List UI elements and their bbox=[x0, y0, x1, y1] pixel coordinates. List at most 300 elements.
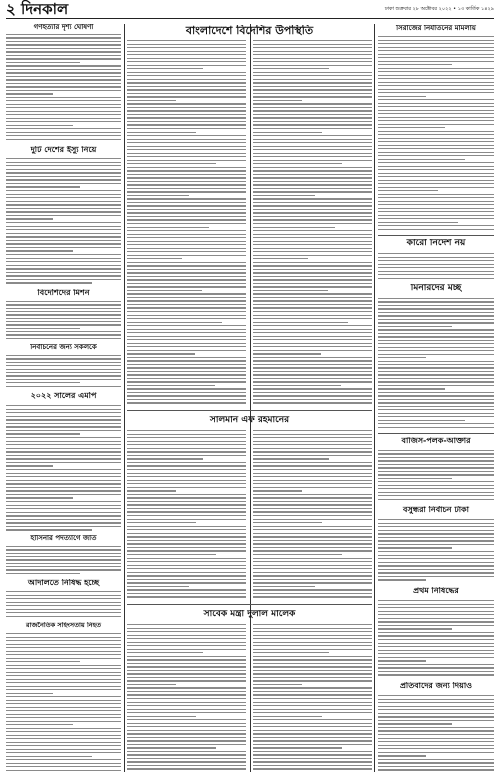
text-line bbox=[253, 487, 372, 488]
text-line bbox=[378, 628, 452, 629]
text-line bbox=[127, 329, 246, 330]
text-line bbox=[378, 92, 494, 93]
text-line bbox=[378, 364, 494, 365]
text-line bbox=[253, 441, 372, 442]
text-line bbox=[253, 515, 372, 516]
text-line bbox=[6, 742, 121, 743]
text-line bbox=[6, 700, 121, 701]
text-line bbox=[253, 761, 372, 762]
text-line bbox=[378, 745, 494, 746]
text-line bbox=[253, 205, 372, 206]
text-line bbox=[127, 758, 246, 759]
text-line bbox=[127, 558, 246, 559]
text-line bbox=[378, 336, 494, 337]
text-line bbox=[6, 595, 121, 596]
text-line bbox=[378, 551, 494, 552]
text-line bbox=[378, 547, 452, 548]
text-line bbox=[127, 649, 246, 650]
text-line bbox=[378, 565, 494, 566]
text-line bbox=[378, 264, 494, 265]
text-line bbox=[253, 307, 372, 308]
text-line bbox=[378, 716, 494, 717]
text-line bbox=[378, 312, 494, 313]
text-line bbox=[253, 642, 372, 643]
text-line bbox=[127, 483, 246, 484]
text-line bbox=[127, 142, 246, 143]
text-line bbox=[378, 604, 494, 605]
text-line bbox=[127, 311, 246, 312]
text-line bbox=[253, 494, 372, 495]
text-line bbox=[253, 51, 372, 52]
text-line bbox=[127, 586, 189, 587]
text-line bbox=[378, 141, 494, 142]
text-line bbox=[253, 371, 372, 372]
text-line bbox=[127, 146, 246, 147]
text-line bbox=[253, 100, 302, 101]
text-line bbox=[253, 269, 372, 270]
text-line bbox=[127, 670, 246, 671]
text-line bbox=[127, 747, 216, 748]
text-line bbox=[378, 738, 494, 739]
text-line bbox=[127, 395, 246, 396]
text-line bbox=[253, 283, 372, 284]
text-line bbox=[127, 638, 246, 639]
text-line bbox=[253, 652, 329, 653]
text-line bbox=[253, 117, 372, 118]
text-line bbox=[378, 450, 494, 451]
text-line bbox=[127, 652, 203, 653]
text-line bbox=[378, 611, 494, 612]
text-line bbox=[253, 547, 372, 548]
text-line bbox=[127, 286, 246, 287]
text-line bbox=[127, 181, 246, 182]
text-line bbox=[253, 579, 372, 580]
text-line bbox=[253, 687, 372, 688]
text-line bbox=[378, 166, 494, 167]
text-line bbox=[253, 572, 372, 573]
text-line bbox=[253, 508, 372, 509]
text-line bbox=[127, 465, 246, 466]
text-line bbox=[378, 653, 494, 654]
text-line bbox=[6, 451, 121, 452]
text-line bbox=[378, 635, 494, 636]
text-line bbox=[127, 191, 246, 192]
text-line bbox=[253, 315, 372, 316]
text-line bbox=[253, 586, 315, 587]
text-line bbox=[253, 684, 302, 685]
text-line bbox=[6, 437, 121, 438]
text-line bbox=[378, 194, 494, 195]
text-line bbox=[253, 448, 372, 449]
text-line bbox=[378, 723, 452, 724]
text-line bbox=[127, 163, 216, 164]
text-line bbox=[253, 536, 372, 537]
text-line bbox=[6, 222, 121, 223]
text-line bbox=[6, 724, 73, 725]
text-line bbox=[127, 262, 246, 263]
page-number: ২ দিনকাল bbox=[6, 0, 69, 18]
text-line bbox=[378, 499, 494, 500]
text-line bbox=[378, 759, 494, 760]
text-line bbox=[6, 689, 121, 690]
text-line bbox=[127, 712, 246, 713]
text-line bbox=[253, 234, 372, 235]
text-line bbox=[253, 733, 372, 734]
text-line bbox=[378, 329, 494, 330]
text-line bbox=[378, 650, 494, 651]
text-line bbox=[6, 162, 121, 163]
text-line bbox=[6, 179, 121, 180]
text-line bbox=[127, 536, 246, 537]
masthead bbox=[6, 0, 494, 19]
text-line bbox=[378, 75, 494, 76]
text-line bbox=[253, 462, 372, 463]
text-line bbox=[127, 589, 246, 590]
text-line bbox=[378, 674, 494, 675]
text-line bbox=[127, 248, 246, 249]
text-line bbox=[127, 462, 246, 463]
text-line bbox=[378, 720, 494, 721]
text-line bbox=[6, 236, 121, 237]
text-line bbox=[127, 547, 246, 548]
text-line bbox=[378, 127, 445, 128]
text-line bbox=[127, 582, 246, 583]
text-line bbox=[378, 381, 494, 382]
text-line bbox=[127, 522, 196, 523]
text-line bbox=[378, 68, 494, 69]
text-line bbox=[378, 471, 494, 472]
text-line bbox=[378, 347, 494, 348]
text-line bbox=[6, 497, 73, 498]
text-line bbox=[127, 399, 246, 400]
text-line bbox=[127, 673, 246, 674]
text-line bbox=[127, 511, 246, 512]
text-line bbox=[127, 223, 246, 224]
text-line bbox=[127, 768, 246, 769]
text-line bbox=[127, 716, 196, 717]
text-line bbox=[6, 97, 121, 98]
text-line bbox=[253, 202, 372, 203]
text-line bbox=[6, 405, 121, 406]
text-line bbox=[127, 61, 246, 62]
text-line bbox=[378, 660, 426, 661]
headline-h6: হাসিনার পদত্যাগে জাত bbox=[30, 535, 97, 542]
text-line bbox=[127, 93, 246, 94]
text-line bbox=[6, 566, 121, 567]
text-line bbox=[253, 593, 372, 594]
text-line bbox=[6, 745, 121, 746]
text-line bbox=[378, 378, 494, 379]
text-line bbox=[253, 561, 372, 562]
text-line bbox=[127, 659, 246, 660]
text-line bbox=[127, 195, 189, 196]
headline-h3: বিদেশিদের মিশন bbox=[37, 289, 90, 297]
text-line bbox=[6, 637, 121, 638]
text-line bbox=[127, 437, 246, 438]
text-line bbox=[6, 158, 121, 159]
text-line bbox=[378, 350, 494, 351]
text-line bbox=[127, 103, 246, 104]
text-line bbox=[253, 195, 315, 196]
text-line bbox=[127, 565, 246, 566]
text-line bbox=[378, 734, 494, 735]
text-line bbox=[6, 563, 121, 564]
text-line bbox=[127, 744, 246, 745]
text-line bbox=[253, 181, 372, 182]
text-line bbox=[253, 747, 342, 748]
text-line bbox=[6, 48, 121, 49]
text-line bbox=[378, 204, 494, 205]
section-divider bbox=[378, 433, 494, 434]
text-line bbox=[127, 490, 176, 491]
text-line bbox=[253, 142, 372, 143]
text-line bbox=[6, 90, 121, 91]
text-line bbox=[127, 44, 246, 45]
text-line bbox=[127, 209, 246, 210]
text-line bbox=[127, 96, 246, 97]
text-line bbox=[6, 591, 121, 592]
text-line bbox=[253, 434, 372, 435]
lead-story bbox=[127, 22, 372, 774]
text-line bbox=[378, 427, 494, 428]
text-line bbox=[6, 409, 121, 410]
text-line bbox=[253, 65, 372, 66]
text-line bbox=[6, 770, 121, 771]
text-line bbox=[6, 258, 121, 259]
text-line bbox=[6, 522, 121, 523]
text-line bbox=[378, 406, 494, 407]
text-line bbox=[127, 198, 246, 199]
text-line bbox=[6, 508, 121, 509]
text-line bbox=[127, 628, 246, 629]
headline-h9: সালমান এফ রহমানের bbox=[209, 416, 290, 425]
text-line bbox=[127, 434, 246, 435]
text-line bbox=[6, 512, 121, 513]
text-line bbox=[127, 124, 246, 125]
text-line bbox=[253, 444, 372, 445]
text-line bbox=[6, 211, 121, 212]
text-line bbox=[253, 670, 372, 671]
text-line bbox=[378, 229, 494, 230]
text-line bbox=[253, 480, 372, 481]
text-line bbox=[253, 691, 372, 692]
text-line bbox=[6, 458, 121, 459]
text-line bbox=[6, 728, 121, 729]
text-line bbox=[253, 458, 329, 459]
text-line bbox=[378, 110, 494, 111]
text-line bbox=[127, 751, 246, 752]
text-line bbox=[253, 191, 372, 192]
text-line bbox=[127, 272, 246, 273]
text-line bbox=[253, 730, 372, 731]
text-line bbox=[127, 430, 246, 431]
text-line bbox=[378, 420, 465, 421]
text-line bbox=[253, 121, 372, 122]
text-line bbox=[6, 58, 121, 59]
text-line bbox=[127, 656, 246, 657]
text-line bbox=[127, 202, 246, 203]
text-line bbox=[127, 244, 246, 245]
text-line bbox=[378, 409, 494, 410]
text-line bbox=[6, 254, 121, 255]
text-line bbox=[6, 86, 121, 87]
text-line bbox=[127, 156, 246, 157]
text-line bbox=[127, 54, 246, 55]
text-line bbox=[127, 237, 246, 238]
text-line bbox=[253, 153, 372, 154]
text-line bbox=[378, 741, 494, 742]
text-line bbox=[253, 297, 372, 298]
text-line bbox=[378, 190, 438, 191]
text-line bbox=[127, 378, 246, 379]
text-line bbox=[127, 550, 246, 551]
text-line bbox=[127, 526, 246, 527]
text-line bbox=[253, 758, 372, 759]
text-line bbox=[253, 276, 372, 277]
text-line bbox=[127, 374, 246, 375]
text-line bbox=[378, 748, 494, 749]
text-line bbox=[127, 304, 246, 305]
text-line bbox=[127, 234, 246, 235]
text-line bbox=[127, 315, 246, 316]
text-line bbox=[6, 462, 121, 463]
text-line bbox=[253, 490, 302, 491]
text-line bbox=[6, 598, 121, 599]
text-line bbox=[127, 107, 246, 108]
text-line bbox=[378, 305, 494, 306]
text-line bbox=[6, 605, 121, 606]
text-line bbox=[378, 713, 494, 714]
text-line bbox=[6, 647, 121, 648]
text-line bbox=[6, 268, 121, 269]
text-line bbox=[127, 336, 246, 337]
text-line bbox=[253, 522, 322, 523]
headline-h8: রাজনৈতিক সহিংসতায় নিহত bbox=[26, 622, 101, 629]
text-line bbox=[378, 572, 494, 573]
text-line bbox=[253, 251, 372, 252]
text-line bbox=[253, 54, 372, 55]
text-line bbox=[127, 75, 246, 76]
text-line bbox=[253, 286, 372, 287]
text-line bbox=[253, 638, 372, 639]
text-line bbox=[127, 153, 246, 154]
text-line bbox=[127, 501, 246, 502]
text-line bbox=[127, 346, 246, 347]
text-line bbox=[253, 174, 372, 175]
text-line bbox=[253, 751, 372, 752]
text-line bbox=[378, 492, 494, 493]
headline-r1: সিরাজের নির্যাতনের মামলায় bbox=[396, 25, 476, 32]
text-line bbox=[6, 672, 121, 673]
text-line bbox=[127, 65, 246, 66]
text-line bbox=[6, 752, 121, 753]
text-line bbox=[6, 304, 121, 305]
text-line bbox=[6, 197, 121, 198]
text-line bbox=[378, 43, 494, 44]
text-line bbox=[6, 455, 121, 456]
text-line bbox=[6, 282, 92, 283]
text-line bbox=[378, 576, 494, 577]
text-line bbox=[127, 293, 246, 294]
text-line bbox=[6, 476, 121, 477]
text-line bbox=[127, 241, 246, 242]
text-line bbox=[6, 426, 121, 427]
text-line bbox=[6, 165, 121, 166]
text-line bbox=[127, 579, 246, 580]
text-line bbox=[253, 219, 372, 220]
text-line bbox=[253, 332, 372, 333]
text-line bbox=[378, 769, 494, 770]
text-line bbox=[127, 360, 246, 361]
text-line bbox=[127, 568, 246, 569]
text-line bbox=[253, 156, 372, 157]
text-line bbox=[6, 553, 121, 554]
text-line bbox=[253, 719, 372, 720]
text-line bbox=[253, 167, 372, 168]
text-line bbox=[127, 765, 246, 766]
text-line bbox=[378, 215, 494, 216]
text-line bbox=[6, 483, 121, 484]
text-line bbox=[6, 609, 121, 610]
text-line bbox=[378, 544, 494, 545]
text-line bbox=[6, 93, 53, 94]
text-line bbox=[127, 51, 246, 52]
text-line bbox=[378, 301, 494, 302]
text-line bbox=[6, 679, 121, 680]
text-line bbox=[378, 155, 494, 156]
text-line bbox=[378, 208, 494, 209]
text-line bbox=[6, 616, 121, 617]
text-line bbox=[253, 533, 372, 534]
text-line bbox=[127, 444, 246, 445]
text-line bbox=[253, 526, 372, 527]
text-line bbox=[127, 353, 195, 354]
text-line bbox=[6, 759, 121, 760]
text-line bbox=[378, 361, 494, 362]
text-line bbox=[127, 554, 216, 555]
text-line bbox=[127, 251, 246, 252]
text-line bbox=[6, 233, 121, 234]
text-line bbox=[127, 455, 246, 456]
text-line bbox=[6, 318, 121, 319]
text-line bbox=[253, 265, 372, 266]
text-line bbox=[127, 733, 246, 734]
text-line bbox=[378, 120, 494, 121]
text-line bbox=[253, 680, 372, 681]
text-line bbox=[253, 279, 372, 280]
text-line bbox=[253, 216, 372, 217]
text-line bbox=[378, 388, 445, 389]
text-line bbox=[127, 709, 246, 710]
text-line bbox=[6, 519, 121, 520]
text-line bbox=[127, 89, 246, 90]
column-rule bbox=[374, 24, 375, 772]
text-line bbox=[127, 497, 246, 498]
headline-r5: বসুন্ধরা নির্বাচন টাকা bbox=[403, 506, 469, 514]
text-line bbox=[253, 230, 372, 231]
text-line bbox=[127, 680, 246, 681]
text-line bbox=[378, 180, 494, 181]
text-line bbox=[127, 723, 246, 724]
text-line bbox=[127, 227, 209, 228]
text-line bbox=[378, 464, 494, 465]
text-line bbox=[6, 441, 121, 442]
text-line bbox=[253, 705, 372, 706]
text-line bbox=[378, 82, 494, 83]
text-line bbox=[253, 96, 372, 97]
article-body bbox=[378, 298, 494, 430]
text-line bbox=[253, 293, 372, 294]
